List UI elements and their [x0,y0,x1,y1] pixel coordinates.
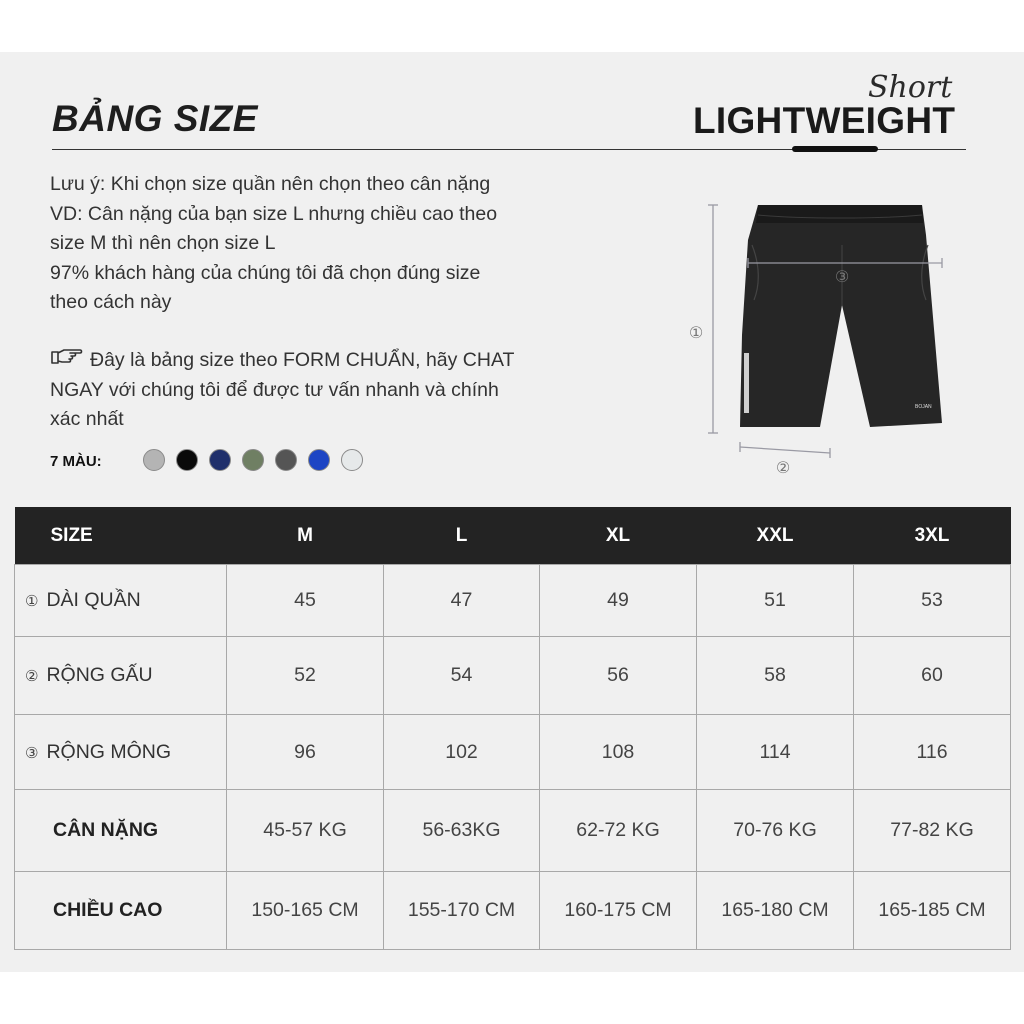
chat-line: NGAY với chúng tôi để được tư vấn nhanh và chính [50,378,499,401]
table-cell: 62-72 KG [540,790,697,872]
size-notes [50,170,595,318]
table-cell: 47 [384,565,540,637]
table-cell: 114 [697,715,854,790]
table-cell: 96 [227,715,384,790]
row-label: CHIỀU CAO [15,872,227,950]
brand-logo-text: BOJAN [915,404,932,410]
row-marker: ① [25,593,39,610]
length-measure-line [708,205,718,433]
size-table [14,507,1011,950]
row-label [15,715,227,790]
row-label [15,565,227,637]
table-cell: 70-76 KG [697,790,854,872]
chat-line: Đây là bảng size theo FORM CHUẨN, hãy CHAT [90,349,515,371]
color-swatch-black[interactable] [176,449,198,471]
table-cell: 150-165 CM [227,872,384,950]
header-size-m: M [227,507,384,565]
table-cell: 60 [854,637,1011,715]
color-swatch-navy[interactable] [209,449,231,471]
table-cell: 77-82 KG [854,790,1011,872]
header-size-l: L [384,507,540,565]
table-cell: 102 [384,715,540,790]
pointing-hand-icon [50,346,86,376]
table-cell: 165-185 CM [854,872,1011,950]
color-swatch-dark-gray[interactable] [275,449,297,471]
table-row [15,565,1011,637]
header-size-xxl: XXL [697,507,854,565]
hip-marker: ③ [834,267,850,286]
table-row [15,715,1011,790]
shorts-image [740,205,942,427]
table-cell: 45 [227,565,384,637]
color-swatch-white[interactable] [341,449,363,471]
hem-measure-line [740,442,830,458]
table-cell: 58 [697,637,854,715]
color-swatch-olive[interactable] [242,449,264,471]
header-size: SIZE [15,507,227,565]
chat-note [50,346,595,435]
page-title: BẢNG SIZE [52,98,258,139]
table-cell: 54 [384,637,540,715]
note-line: VD: Cân nặng của bạn size L nhưng chiều cao theo [50,202,498,225]
row-marker: ③ [25,744,39,762]
row-marker: ② [25,668,39,685]
table-cell: 56 [540,637,697,715]
brand-script-text: Short [868,70,953,105]
table-cell: 53 [854,565,1011,637]
table-cell: 56-63KG [384,790,540,872]
header-size-3xl: 3XL [854,507,1011,565]
note-line: size M thì nên chọn size L [50,232,276,254]
colors-label: 7 MÀU: [50,453,102,470]
row-label [15,637,227,715]
header-divider-accent [792,146,878,152]
color-swatch-blue[interactable] [308,449,330,471]
chat-line: xác nhất [50,408,124,430]
table-cell: 52 [227,637,384,715]
table-row [15,872,1011,950]
table-cell: 155-170 CM [384,872,540,950]
table-cell: 160-175 CM [540,872,697,950]
table-cell: 165-180 CM [697,872,854,950]
note-line: 97% khách hàng của chúng tôi đã chọn đúng size [50,261,481,284]
color-swatch-light-gray[interactable] [143,449,165,471]
table-cell: 49 [540,565,697,637]
hem-marker: ② [775,458,791,477]
table-row [15,637,1011,715]
color-swatches [143,449,363,471]
table-cell: 108 [540,715,697,790]
row-label: CÂN NẶNG [15,790,227,872]
table-cell: 51 [697,565,854,637]
note-line: Lưu ý: Khi chọn size quần nên chọn theo cân nặng [50,173,491,195]
row-label-text: RỘNG MÔNG [46,740,172,763]
table-cell: 116 [854,715,1011,790]
table-header-row [15,507,1011,565]
length-marker: ① [688,323,704,342]
header-size-xl: XL [540,507,697,565]
note-line: theo cách này [50,291,172,313]
brand-name: LIGHTWEIGHT [693,100,956,141]
shorts-measurement-diagram [680,195,980,485]
table-cell: 45-57 KG [227,790,384,872]
row-label-text: RỘNG GẤU [46,664,153,686]
row-label-text: DÀI QUẦN [46,589,141,611]
table-row [15,790,1011,872]
